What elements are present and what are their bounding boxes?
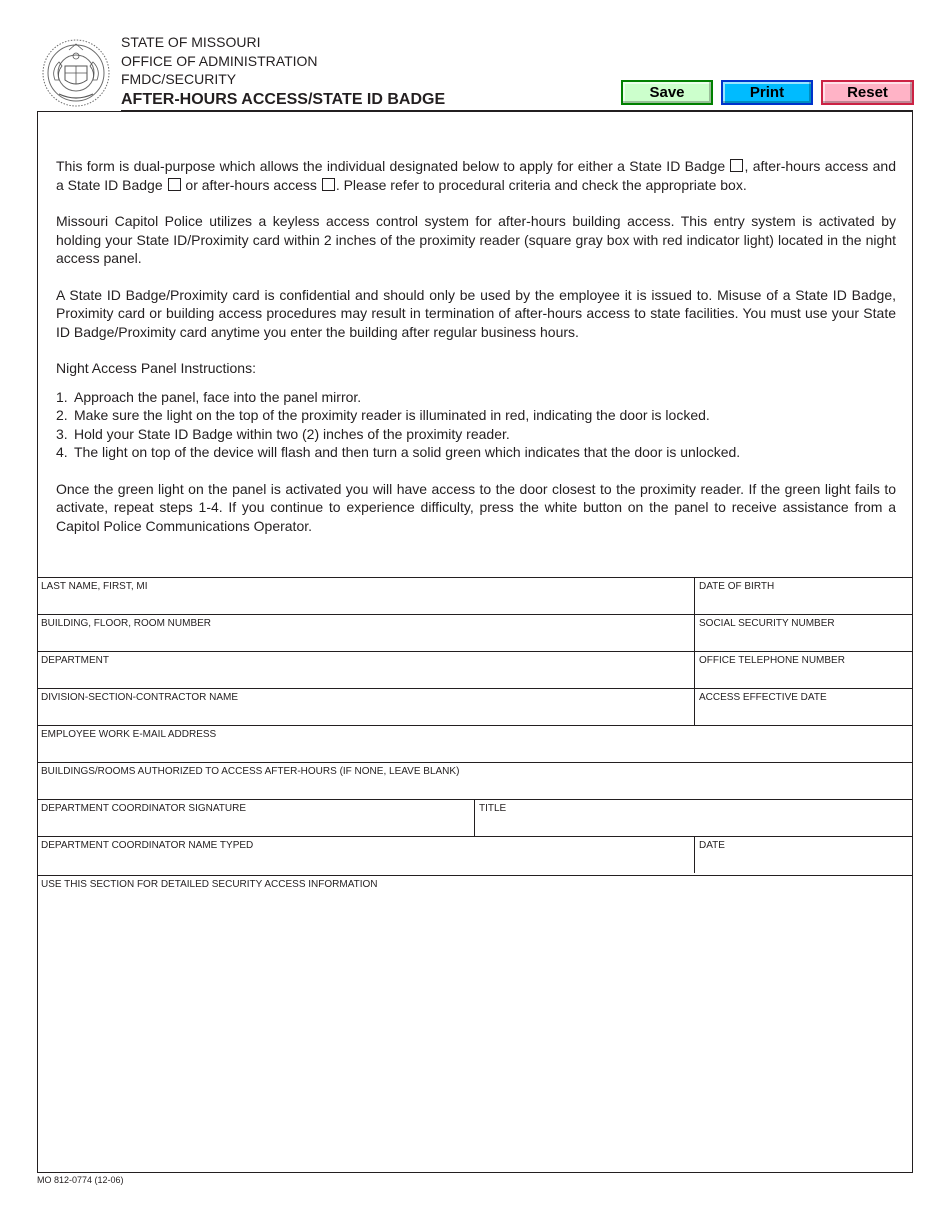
field-label: EMPLOYEE WORK E-MAIL ADDRESS xyxy=(41,729,217,740)
coordinator-name-field[interactable] xyxy=(37,837,694,873)
step-number: 2. xyxy=(56,407,68,423)
field-label: USE THIS SECTION FOR DETAILED SECURITY ACCESS INFORMATION xyxy=(41,879,378,890)
date-field[interactable] xyxy=(694,837,913,873)
instruction-steps xyxy=(56,388,896,462)
step-number: 3. xyxy=(56,425,68,442)
step-text: Hold your State ID Badge within two (2) inches of the proximity reader. xyxy=(74,425,510,442)
field-label: DEPARTMENT xyxy=(41,655,109,666)
instructions-heading: Night Access Panel Instructions: xyxy=(56,360,256,376)
form-title: AFTER-HOURS ACCESS/STATE ID BADGE xyxy=(121,91,446,108)
reset-button[interactable]: Reset xyxy=(821,80,914,105)
step-number: 4. xyxy=(56,444,68,460)
form-row xyxy=(37,799,913,836)
security-details-field[interactable] xyxy=(37,875,913,1173)
form-row xyxy=(37,614,913,651)
department-field[interactable] xyxy=(37,652,694,688)
field-label: DATE OF BIRTH xyxy=(699,581,775,592)
name-field[interactable] xyxy=(37,578,694,614)
form-row xyxy=(37,577,913,614)
field-label: TITLE xyxy=(479,803,507,814)
form-fields xyxy=(37,577,913,873)
header-office: OFFICE OF ADMINISTRATION xyxy=(121,53,318,69)
purpose-text-3: or after-hours access xyxy=(185,176,317,193)
field-label: DIVISION-SECTION-CONTRACTOR NAME xyxy=(41,692,239,703)
step-text: The light on top of the device will flash and then turn a solid green which indicates that the door is unlocked. xyxy=(74,444,741,460)
instructions-section xyxy=(56,157,896,553)
after-hours-access-checkbox[interactable] xyxy=(322,178,335,191)
print-button[interactable]: Print xyxy=(721,80,813,105)
access-system-paragraph: Missouri Capitol Police utilizes a keyless access control system for after-hours building access. This entry system is activated by holding your State ID/Proximity card within 2 inches of the proximity reader (square gray box with red indicator light) located in the night access panel. xyxy=(56,213,896,266)
save-button[interactable]: Save xyxy=(621,80,713,105)
form-row xyxy=(37,651,913,688)
step-number: 1. xyxy=(56,388,68,405)
green-light-paragraph: Once the green light on the panel is activated you will have access to the door closest to the proximity reader. If the green light fails to activate, repeat steps 1-4. If you continue to experience difficulty, press the white button on the panel to receive assistance from a Capitol Police Communications Operator. xyxy=(56,480,896,534)
step-text: Make sure the light on the top of the proximity reader is illuminated in red, indicating the door is locked. xyxy=(74,407,710,423)
field-label: BUILDINGS/ROOMS AUTHORIZED TO ACCESS AFTER-HOURS (IF NONE, LEAVE BLANK) xyxy=(41,766,460,777)
form-row xyxy=(37,688,913,725)
field-label: BUILDING, FLOOR, ROOM NUMBER xyxy=(41,618,212,629)
header-division: FMDC/SECURITY xyxy=(121,71,237,87)
field-label: OFFICE TELEPHONE NUMBER xyxy=(699,655,845,666)
field-label: SOCIAL SECURITY NUMBER xyxy=(699,618,835,629)
access-and-badge-checkbox[interactable] xyxy=(168,178,181,191)
ssn-field[interactable] xyxy=(694,615,913,651)
confidentiality-paragraph: A State ID Badge/Proximity card is confidential and should only be used by the employee it is issued to. Misuse of a State ID Badge, Proximity card or building access procedures may result in termination of after-hours access to state facilities. You must use your State ID Badge/Proximity card anytime you enter the building after regular business hours. xyxy=(56,286,896,340)
missouri-state-seal xyxy=(41,36,111,108)
purpose-text-1: This form is dual-purpose which allows the individual designated below to apply for either a State ID Badge xyxy=(56,158,726,174)
field-label: LAST NAME, FIRST, MI xyxy=(41,581,148,592)
list-item xyxy=(56,425,896,444)
coordinator-signature-field[interactable] xyxy=(37,800,474,836)
field-label: DEPARTMENT COORDINATOR SIGNATURE xyxy=(41,803,247,814)
field-label: DEPARTMENT COORDINATOR NAME TYPED xyxy=(41,840,254,851)
field-label: ACCESS EFFECTIVE DATE xyxy=(699,692,827,703)
form-row xyxy=(37,725,913,762)
state-id-badge-checkbox[interactable] xyxy=(730,159,743,172)
purpose-text-2: , after-hours access and a State ID Badge xyxy=(56,158,897,193)
division-field[interactable] xyxy=(37,689,694,725)
form-number: MO 812-0774 (12-06) xyxy=(37,1175,124,1185)
building-field[interactable] xyxy=(37,615,694,651)
field-label: DATE xyxy=(699,840,725,851)
list-item xyxy=(56,406,896,425)
effective-date-field[interactable] xyxy=(694,689,913,725)
buildings-authorized-field[interactable] xyxy=(37,763,913,799)
title-field[interactable] xyxy=(474,800,913,836)
purpose-text-4: . Please refer to procedural criteria and check the appropriate box. xyxy=(335,176,747,193)
form-row xyxy=(37,762,913,799)
list-item xyxy=(56,388,896,407)
form-row xyxy=(37,836,913,873)
email-field[interactable] xyxy=(37,726,913,762)
phone-field[interactable] xyxy=(694,652,913,688)
list-item xyxy=(56,443,896,462)
dob-field[interactable] xyxy=(694,578,913,614)
purpose-paragraph xyxy=(56,157,896,194)
header-state: STATE OF MISSOURI xyxy=(121,34,261,50)
step-text: Approach the panel, face into the panel mirror. xyxy=(74,388,362,405)
